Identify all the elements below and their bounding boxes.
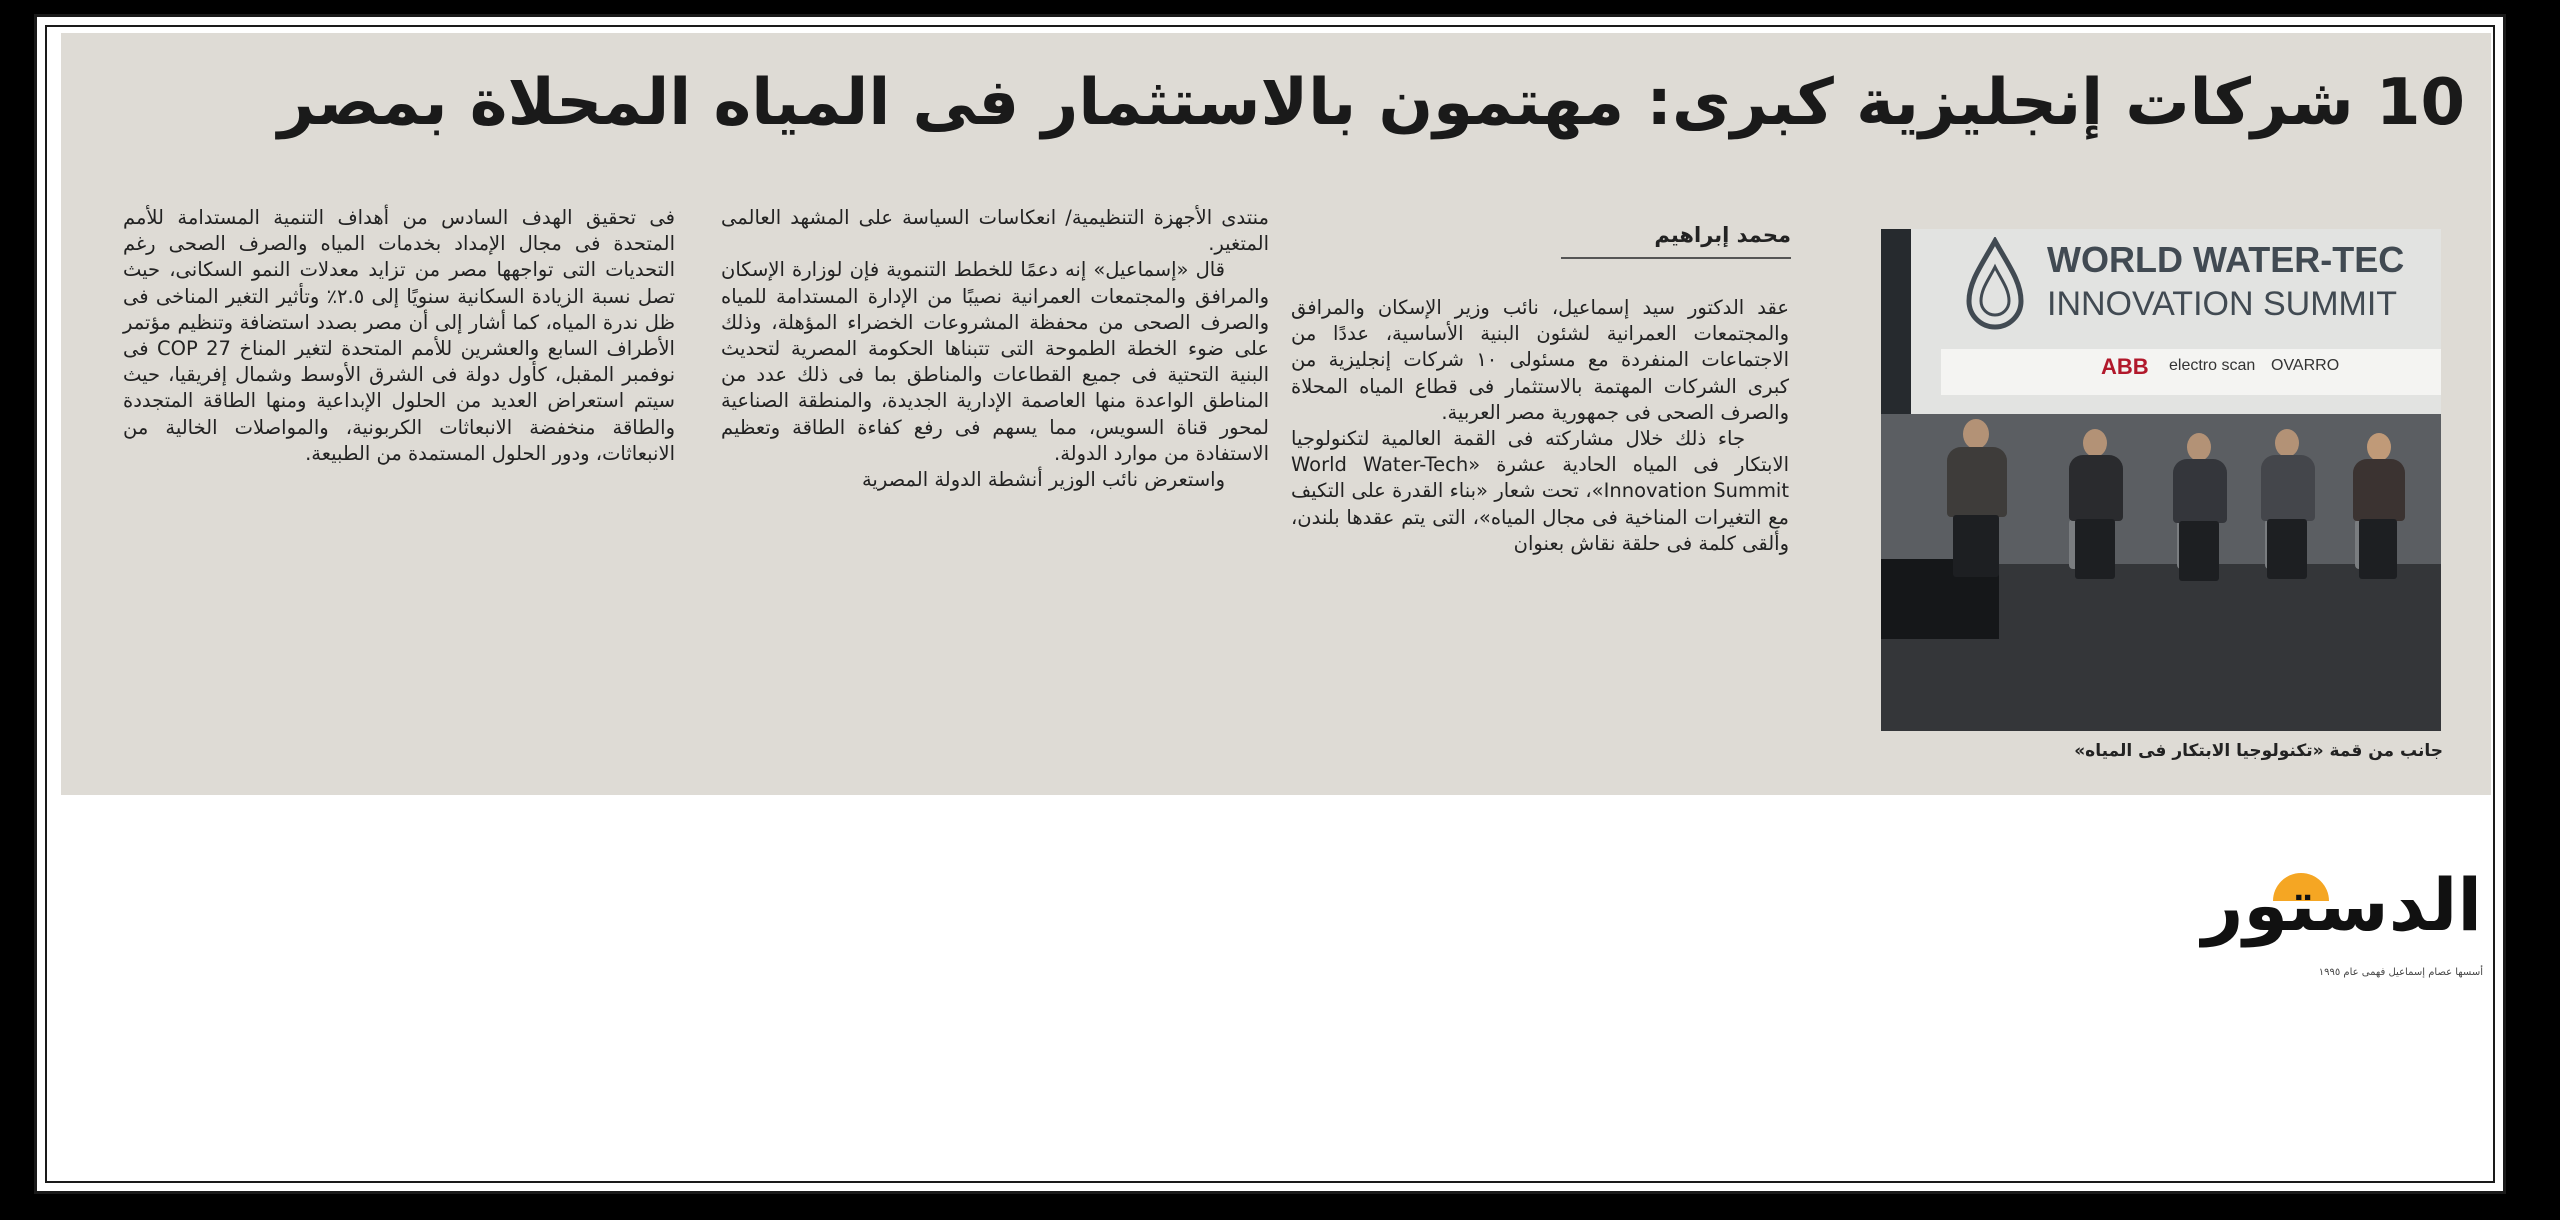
sponsor-logo: ABB [2101,354,2149,379]
banner-subtitle: INNOVATION SUMMIT [2047,285,2398,323]
article-column-right [1291,295,1789,557]
byline: محمد إبراهيم [1654,223,1791,247]
paragraph: فى تحقيق الهدف السادس من أهداف التنمية المستدامة للأمم المتحدة فى مجال الإمداد بخدمات المياه والصرف الصحى رغم التحديات التى تواجهها مصر من تزايد معدلات النمو السكانى، حيث تصل نسبة الزيادة السكانية سنويًا إلى ٢.٥٪ وتأثير التغير المناخى فى ظل ندرة المياه، كما أشار إلى أن مصر بصدد استضافة وتنظيم مؤتمر الأطراف السابع والعشرين للأمم المتحدة لتغير المناخ COP 27 فى نوفمبر المقبل، كأول دولة فى الشرق الأوسط وشمال إفريقيا، حيث سيتم استعراض العديد من الحلول الإبداعية ومنها الطاقة المتجددة والطاقة منخفضة الانبعاثات الكربونية، والمواصلات الخالية من الانبعاثات، ودور الحلول المستمدة من الطبيعة. [123,206,675,465]
article-column-middle [721,205,1269,493]
sponsor-logo: electro scan [2169,357,2256,374]
summit-screen [1911,229,2441,414]
paragraph: عقد الدكتور سيد إسماعيل، نائب وزير الإسكان والمرافق والمجتمعات العمرانية لشئون البنية الأساسية، عددًا من الاجتماعات المنفردة مع مسئولى ١٠ شركات إنجليزية من كبرى الشركات المهتمة بالاستثمار فى قطاع المياه المحلاة والصرف الصحى فى جمهورية مصر العربية. [1291,296,1790,424]
article-column-left [123,205,675,467]
article-photo [1881,229,2441,731]
paragraph: جاء ذلك خلال مشاركته فى القمة العالمية لتكنولوجيا الابتكار فى المياه الحادية عشرة «World Water-Tech Innovation Summit»، تحت شعار «بناء القدرة على التكيف مع التغيرات المناخية فى مجال المياه»، التى يتم عقدها بلندن، وألقى كلمة فى حلقة نقاش بعنوان [1291,427,1789,555]
photo-caption: جانب من قمة «تكنولوجيا الابتكار فى المياه» [2074,741,2443,761]
sponsor-logo: OVARRO [2271,357,2340,374]
logo-tagline: أسسها عصام إسماعيل فهمى عام ١٩٩٥ [2318,967,2483,978]
paragraph: منتدى الأجهزة التنظيمية/ انعكاسات السياسة على المشهد العالمى المتغير. [721,206,1269,256]
page-frame [34,14,2506,1194]
paragraph: قال «إسماعيل» إنه دعمًا للخطط التنموية فإن لوزارة الإسكان والمرافق والمجتمعات العمرانية نصيبًا من الإدارة المستدامة للمياه والصرف الصحى من محفظة المشروعات الخضراء المؤهلة، وذلك على ضوء الخطة الطموحة التى تتبناها الحكومة المصرية لتحديث البنية التحتية فى جميع القطاعات والمناطق بما فى ذلك عدد من المناطق الواعدة منها العاصمة الإدارية الجديدة، والمنطقة الصناعية لمحور قناة السويس، مما يسهم فى رفع كفاءة الطاقة وتعظيم الاستفادة من موارد الدولة. [721,258,1269,465]
byline-block [1521,223,1791,259]
logo-wordmark: الدستور [2201,863,2483,947]
paragraph: واستعرض نائب الوزير أنشطة الدولة المصرية [861,468,1225,492]
headline: 10 شركات إنجليزية كبرى: مهتمون بالاستثمار فى المياه المحلاة بمصر [277,66,2465,140]
newspaper-logo [2165,861,2519,991]
sponsor-bar [1941,349,2441,395]
byline-rule [1561,257,1791,259]
newspaper-clipping [61,33,2491,795]
water-drop-icon [1963,237,2027,337]
banner-title: WORLD WATER-TEC [2047,239,2405,280]
